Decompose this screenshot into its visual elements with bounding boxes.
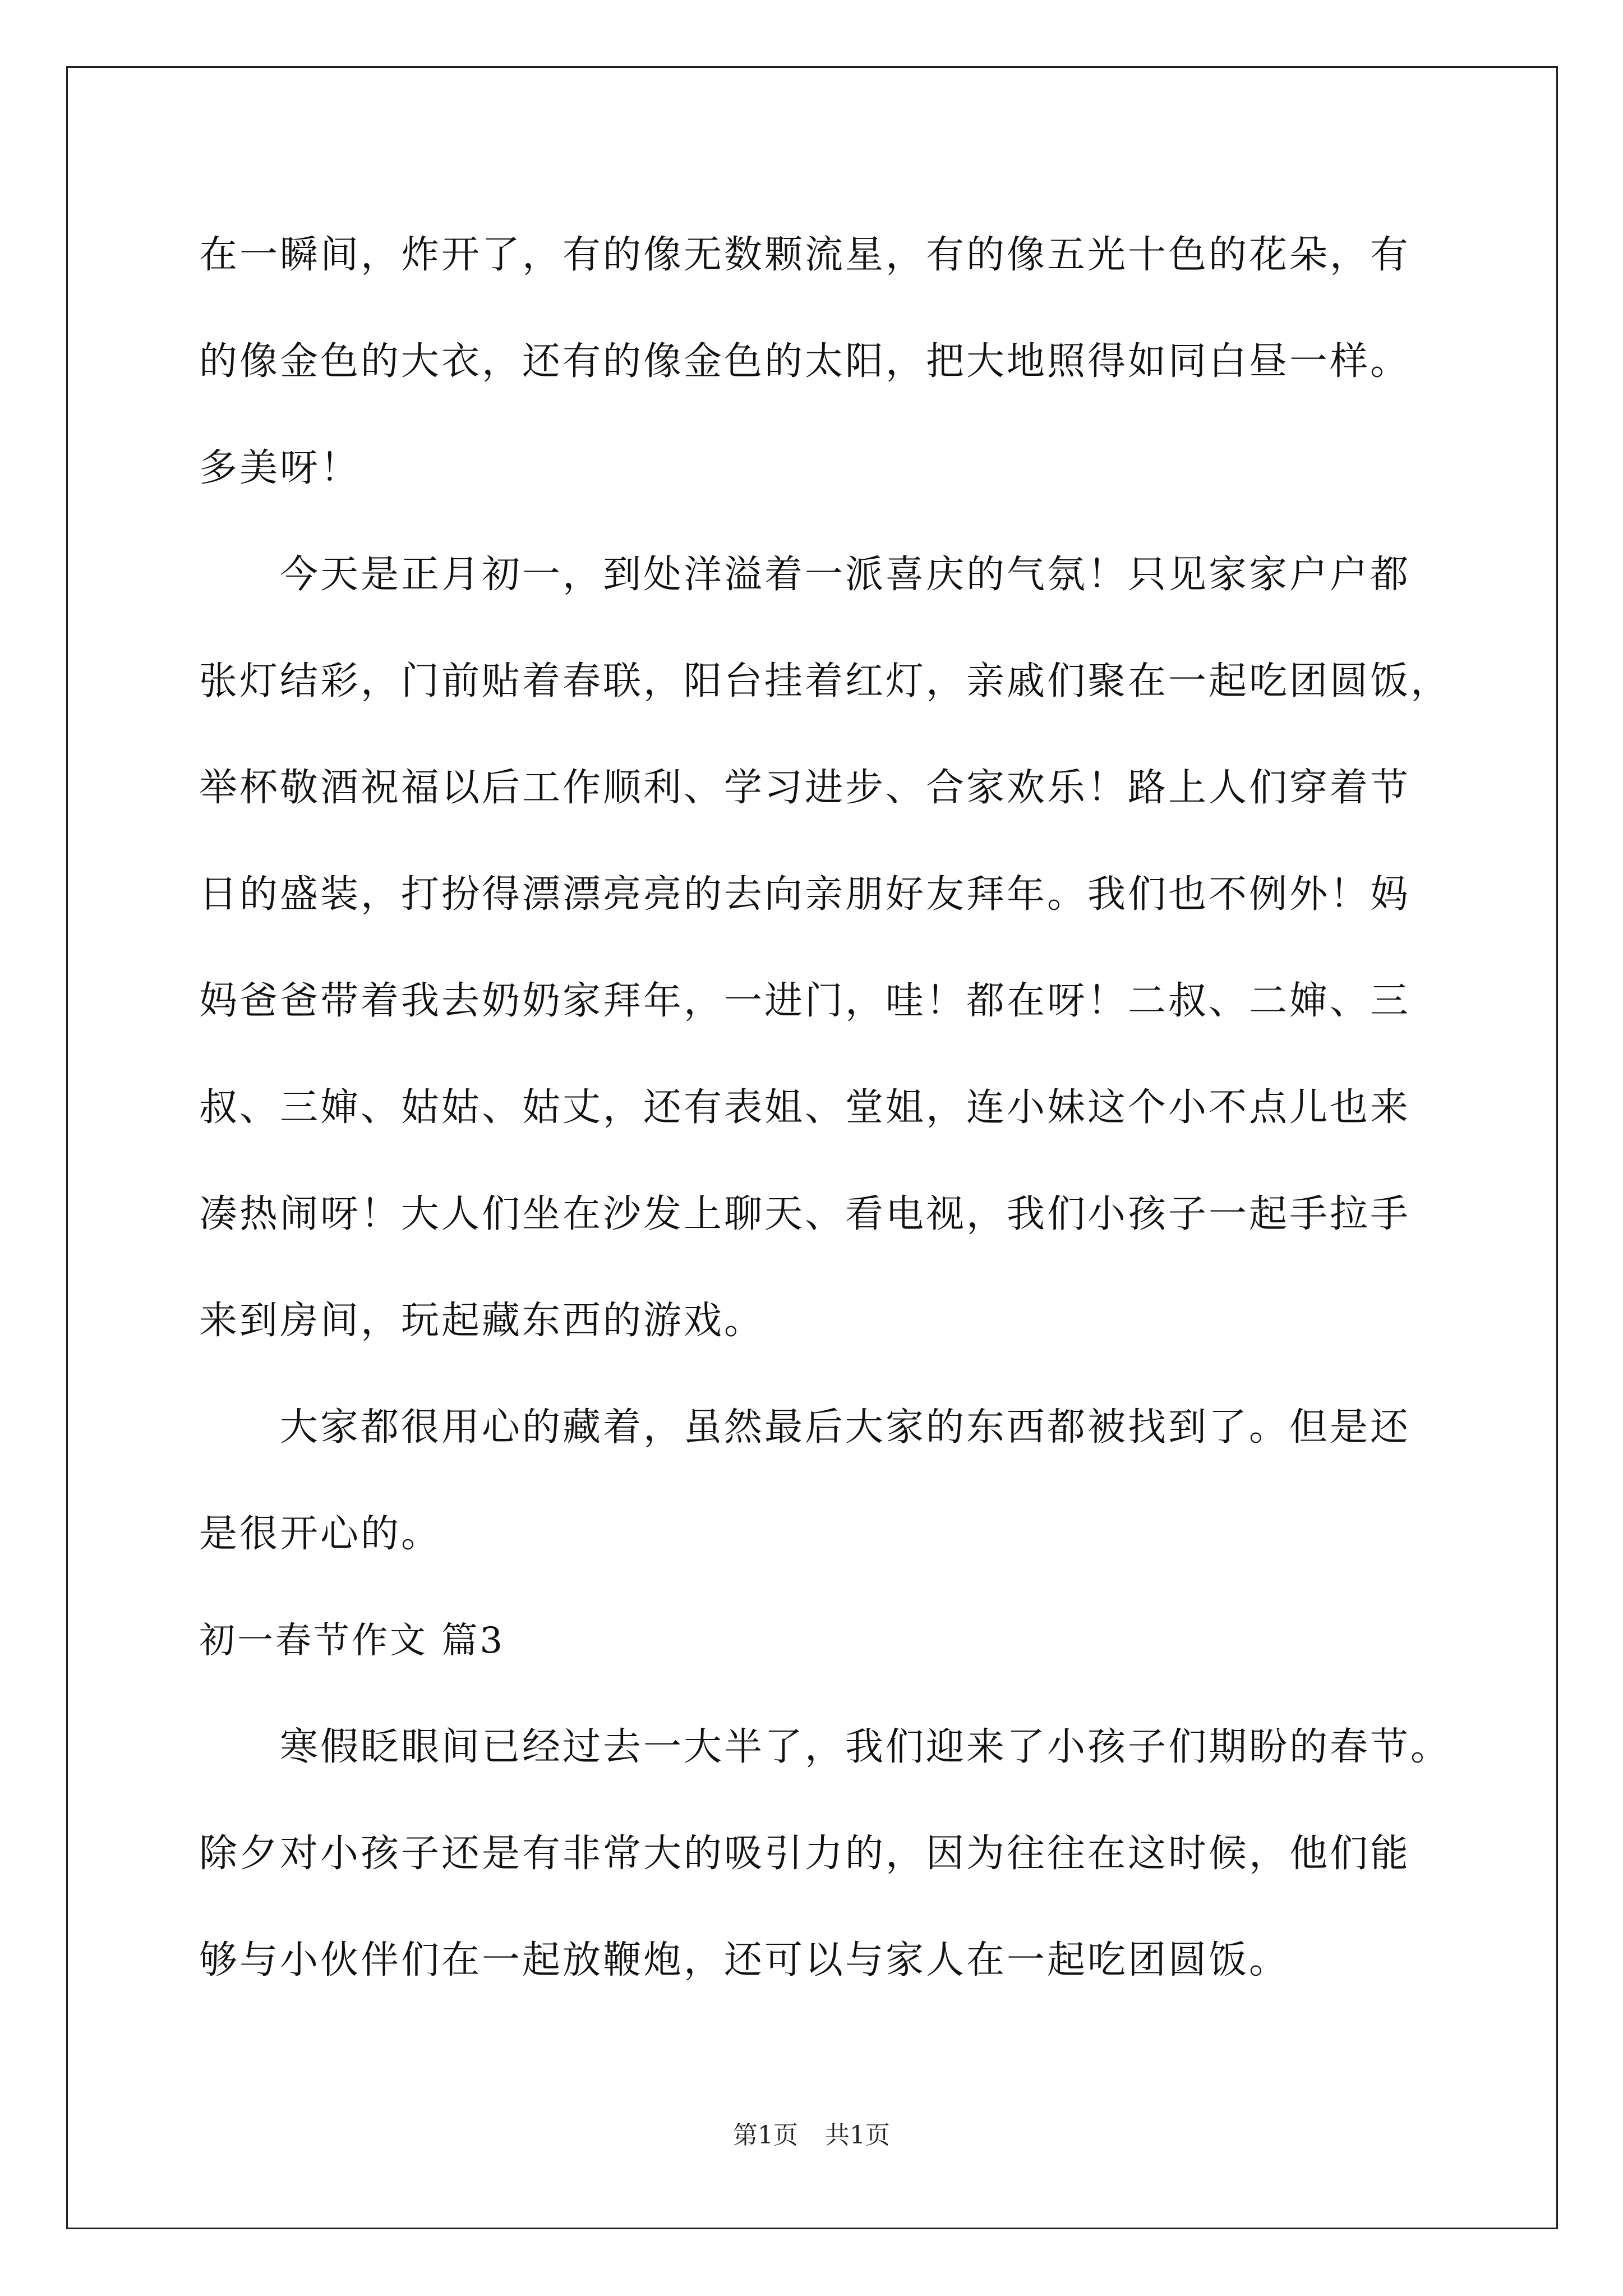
text-line: 日的盛装，打扮得漂漂亮亮的去向亲朋好友拜年。我们也不例外！妈	[199, 872, 1411, 917]
text-line: 是很开心的。	[199, 1512, 442, 1556]
page-number-current: 第1页	[733, 2121, 798, 2150]
section-heading: 初一春节作文 篇3	[199, 1620, 505, 1662]
page-number-total: 共1页	[825, 2121, 890, 2150]
paragraph-first-line: 今天是正月初一，到处洋溢着一派喜庆的气氛！只见家家户户都	[280, 553, 1411, 597]
text-line: 来到房间，玩起藏东西的游戏。	[199, 1299, 765, 1343]
text-line: 凑热闹呀！大人们坐在沙发上聊天、看电视，我们小孩子一起手拉手	[199, 1192, 1411, 1236]
document-body	[199, 202, 1451, 2014]
text-line: 够与小伙伴们在一起放鞭炮，还可以与家人在一起吃团圆饭。	[199, 1938, 1290, 1982]
text-line: 叔、三婶、姑姑、姑丈，还有表姐、堂姐，连小妹这个小不点儿也来	[199, 1085, 1411, 1130]
text-line: 张灯结彩，门前贴着春联，阳台挂着红灯，亲戚们聚在一起吃团圆饭，	[199, 659, 1451, 703]
paragraph-first-line: 大家都很用心的藏着，虽然最后大家的东西都被找到了。但是还	[280, 1405, 1411, 1450]
text-line: 在一瞬间，炸开了，有的像无数颗流星，有的像五光十色的花朵，有	[199, 233, 1411, 277]
text-line: 的像金色的大衣，还有的像金色的太阳，把大地照得如同白昼一样。	[199, 339, 1411, 384]
text-line: 妈爸爸带着我去奶奶家拜年，一进门，哇！都在呀！二叔、二婶、三	[199, 979, 1411, 1023]
text-line: 多美呀！	[199, 446, 361, 490]
text-line: 除夕对小孩子还是有非常大的吸引力的，因为往往在这时候，他们能	[199, 1832, 1411, 1876]
text-line: 举杯敬酒祝福以后工作顺利、学习进步、合家欢乐！路上人们穿着节	[199, 766, 1411, 810]
paragraph-first-line: 寒假眨眼间已经过去一大半了，我们迎来了小孩子们期盼的春节。	[280, 1725, 1451, 1769]
page-footer	[0, 2115, 1623, 2151]
